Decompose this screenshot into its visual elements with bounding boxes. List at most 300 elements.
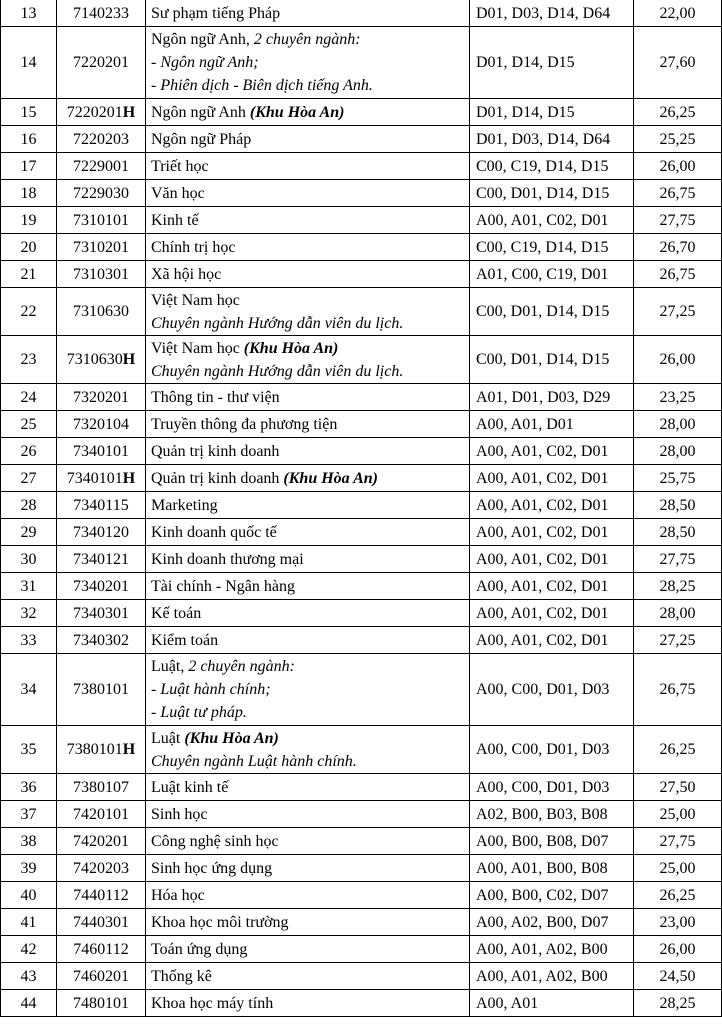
major-name-line: [151, 101, 464, 124]
major-code-cell: [57, 774, 146, 801]
major-name-line: [151, 155, 464, 178]
row-number-cell: 28: [1, 492, 57, 519]
table-row: [1, 207, 722, 234]
major-name: Luật,: [151, 658, 189, 675]
major-code-cell: [57, 261, 146, 288]
major-name-line: [151, 938, 464, 961]
major-name-line: [151, 263, 464, 286]
major-name-line: [151, 602, 464, 625]
major-name-line: [151, 965, 464, 988]
major-code: 7220201: [73, 54, 129, 71]
cutoff-score-cell: 27,25: [634, 627, 722, 654]
major-code-cell: [57, 0, 146, 27]
table-row: [1, 261, 722, 288]
major-name: Kinh doanh quốc tế: [151, 523, 277, 541]
major-code: 7320201: [73, 388, 129, 406]
subject-combinations-cell: C00, C19, D14, D15: [470, 234, 634, 261]
major-code: 7380101: [73, 681, 129, 698]
major-code-cell: [57, 99, 146, 126]
major-name-cell: [146, 126, 470, 153]
table-row: [1, 855, 722, 882]
subject-combinations-cell: C00, C19, D14, D15: [470, 153, 634, 180]
table-row: [1, 774, 722, 801]
cutoff-score-cell: 27,25: [634, 288, 722, 336]
major-name: Kinh tế: [151, 211, 199, 229]
major-name: Văn học: [151, 184, 205, 202]
table-row: [1, 492, 722, 519]
major-name: Khoa học máy tính: [151, 994, 274, 1012]
subject-combinations-cell: D01, D03, D14, D64: [470, 0, 634, 27]
major-name: Sư phạm tiếng Pháp: [151, 4, 281, 22]
table-row: [1, 384, 722, 411]
cutoff-score-cell: 28,50: [634, 492, 722, 519]
major-name-line: [151, 28, 464, 51]
major-name-line: [151, 776, 464, 799]
cutoff-score-cell: 28,00: [634, 600, 722, 627]
major-code: 7229030: [73, 184, 129, 202]
major-name-line: [151, 548, 464, 571]
subject-combinations-cell: A00, C00, D01, D03: [470, 726, 634, 774]
table-row: [1, 99, 722, 126]
major-name-cell: [146, 726, 470, 774]
row-number-cell: 23: [1, 336, 57, 384]
major-code: 7320104: [73, 415, 129, 433]
cutoff-score-cell: 25,25: [634, 126, 722, 153]
major-code-cell: [57, 882, 146, 909]
major-name-cell: [146, 882, 470, 909]
table-row: [1, 336, 722, 384]
subject-combinations-cell: A00, A01, C02, D01: [470, 573, 634, 600]
major-code-cell: [57, 336, 146, 384]
cutoff-score-cell: 26,70: [634, 234, 722, 261]
table-row: [1, 438, 722, 465]
major-name-cell: [146, 465, 470, 492]
major-code-cell: [57, 726, 146, 774]
row-number-cell: 29: [1, 519, 57, 546]
subject-combinations-cell: A00, A01, C02, D01: [470, 546, 634, 573]
cutoff-score-cell: 26,75: [634, 654, 722, 726]
major-code-cell: [57, 153, 146, 180]
row-number-cell: 41: [1, 909, 57, 936]
row-number-cell: 21: [1, 261, 57, 288]
table-row: [1, 27, 722, 99]
major-name-line: [151, 494, 464, 517]
major-name-cell: [146, 963, 470, 990]
major-name-cell: [146, 411, 470, 438]
table-row: [1, 153, 722, 180]
specialization-count: 2 chuyên ngành:: [188, 658, 295, 675]
row-number-cell: 25: [1, 411, 57, 438]
subject-combinations-cell: A02, B00, B03, B08: [470, 801, 634, 828]
major-code: 7310201: [73, 238, 129, 256]
subject-combinations-cell: A00, C00, D01, D03: [470, 654, 634, 726]
row-number-cell: 35: [1, 726, 57, 774]
major-name: Chính trị học: [151, 238, 236, 256]
major-code: 7340301: [73, 604, 129, 622]
row-number-cell: 44: [1, 990, 57, 1017]
subject-combinations-cell: A00, C00, D01, D03: [470, 774, 634, 801]
cutoff-score-cell: 26,75: [634, 180, 722, 207]
cutoff-score-cell: 28,25: [634, 573, 722, 600]
major-code: 7310630: [73, 303, 129, 320]
specialization-line: - Luật hành chính;: [151, 681, 271, 698]
major-name-line: [151, 2, 464, 25]
row-number-cell: 16: [1, 126, 57, 153]
major-code-cell: [57, 207, 146, 234]
major-name: Marketing: [151, 496, 218, 514]
major-code: 7310630: [66, 351, 123, 368]
major-code: 7340101: [73, 442, 129, 460]
major-name: Quản trị kinh doanh: [151, 469, 284, 487]
major-name-line: [151, 209, 464, 232]
cutoff-score-cell: 27,60: [634, 27, 722, 99]
subject-combinations-cell: A00, A01, A02, B00: [470, 963, 634, 990]
row-number-cell: 39: [1, 855, 57, 882]
major-code-cell: [57, 411, 146, 438]
major-name-cell: [146, 0, 470, 27]
subject-combinations-cell: A00, A01, D01: [470, 411, 634, 438]
subject-combinations-cell: A00, A01, C02, D01: [470, 465, 634, 492]
row-number-cell: 15: [1, 99, 57, 126]
major-code: 7340120: [73, 523, 129, 541]
table-row: [1, 126, 722, 153]
subject-combinations-cell: D01, D14, D15: [470, 27, 634, 99]
table-row: [1, 990, 722, 1017]
cutoff-score-cell: 26,25: [634, 726, 722, 774]
major-name-line: [151, 575, 464, 598]
major-name-cell: [146, 936, 470, 963]
major-name-cell: [146, 288, 470, 336]
major-code-cell: [57, 438, 146, 465]
major-code: 7460201: [73, 967, 129, 985]
row-number-cell: 27: [1, 465, 57, 492]
row-number-cell: 18: [1, 180, 57, 207]
cutoff-score-cell: 27,75: [634, 828, 722, 855]
major-code: 7440301: [73, 913, 129, 931]
major-name: Truyền thông đa phương tiện: [151, 415, 338, 433]
major-name-line: [151, 655, 464, 678]
major-code-cell: [57, 654, 146, 726]
cutoff-score-cell: 28,25: [634, 990, 722, 1017]
major-code: 7340115: [73, 496, 129, 514]
major-name-cell: [146, 336, 470, 384]
campus-suffix: H: [122, 351, 136, 368]
table-row: [1, 573, 722, 600]
subject-combinations-cell: A00, A01, C02, D01: [470, 438, 634, 465]
major-name-cell: [146, 153, 470, 180]
major-name: Việt Nam học: [151, 339, 244, 357]
major-name-line: [151, 467, 464, 490]
campus-suffix: H: [122, 469, 136, 487]
specialization-line: - Ngôn ngữ Anh;: [151, 54, 259, 71]
specialization-line: - Phiên dịch - Biên dịch tiếng Anh.: [151, 77, 373, 94]
major-code: 7340302: [73, 631, 129, 649]
major-name-cell: [146, 27, 470, 99]
specialization-line: Chuyên ngành Hướng dẫn viên du lịch.: [151, 314, 404, 332]
major-code-cell: [57, 126, 146, 153]
major-name-cell: [146, 654, 470, 726]
major-code: 7380101: [66, 741, 123, 758]
cutoff-score-cell: 25,75: [634, 465, 722, 492]
major-code: 7340101: [66, 469, 123, 487]
campus-suffix: H: [122, 741, 136, 758]
major-name: Công nghệ sinh học: [151, 832, 279, 850]
cutoff-score-cell: 28,50: [634, 519, 722, 546]
major-code: 7220201: [66, 103, 123, 121]
specialization-count: 2 chuyên ngành:: [253, 31, 361, 48]
specialization-line: Chuyên ngành Luật hành chính.: [151, 752, 357, 770]
table-row: [1, 936, 722, 963]
major-code: 7340121: [73, 550, 129, 568]
major-name-cell: [146, 573, 470, 600]
table-row: [1, 411, 722, 438]
major-name: Sinh học ứng dụng: [151, 859, 273, 877]
major-name: Kế toán: [151, 604, 202, 622]
table-row: [1, 882, 722, 909]
major-name-line: [151, 803, 464, 826]
major-code-cell: [57, 546, 146, 573]
cutoff-score-cell: 24,50: [634, 963, 722, 990]
subject-combinations-cell: A00, A01, B00, B08: [470, 855, 634, 882]
major-name-cell: [146, 234, 470, 261]
cutoff-score-cell: 27,75: [634, 546, 722, 573]
row-number-cell: 17: [1, 153, 57, 180]
major-name-line: [151, 884, 464, 907]
row-number-cell: 30: [1, 546, 57, 573]
cutoff-score-cell: 27,75: [634, 207, 722, 234]
subject-combinations-cell: A00, A01, C02, D01: [470, 492, 634, 519]
major-code-cell: [57, 990, 146, 1017]
table-row: [1, 909, 722, 936]
major-code-cell: [57, 573, 146, 600]
row-number-cell: 32: [1, 600, 57, 627]
major-code: 7220203: [73, 130, 129, 148]
table-row: [1, 546, 722, 573]
major-name: Quản trị kinh doanh: [151, 442, 280, 460]
major-name-line: [151, 128, 464, 151]
subject-combinations-cell: C00, D01, D14, D15: [470, 180, 634, 207]
major-name: Kiểm toán: [151, 631, 219, 649]
row-number-cell: 43: [1, 963, 57, 990]
row-number-cell: 19: [1, 207, 57, 234]
table-row: [1, 180, 722, 207]
major-code: 7420101: [73, 805, 129, 823]
campus-label: (Khu Hòa An): [283, 469, 378, 487]
major-code: 7480101: [73, 994, 129, 1012]
row-number-cell: 40: [1, 882, 57, 909]
major-name-cell: [146, 909, 470, 936]
major-code-cell: [57, 519, 146, 546]
major-code: 7340201: [73, 577, 129, 595]
subject-combinations-cell: A00, A01, C02, D01: [470, 600, 634, 627]
row-number-cell: 33: [1, 627, 57, 654]
major-code-cell: [57, 855, 146, 882]
campus-label: (Khu Hòa An): [184, 729, 279, 747]
cutoff-score-cell: 25,00: [634, 801, 722, 828]
subject-combinations-cell: A01, C00, C19, D01: [470, 261, 634, 288]
major-name: Thông tin - thư viện: [151, 388, 280, 406]
major-code-cell: [57, 492, 146, 519]
major-name-cell: [146, 261, 470, 288]
major-code: 7140233: [73, 4, 129, 22]
table-row: [1, 627, 722, 654]
cutoff-score-cell: 23,00: [634, 909, 722, 936]
major-name-line: [151, 289, 464, 312]
subject-combinations-cell: C00, D01, D14, D15: [470, 288, 634, 336]
major-name-cell: [146, 546, 470, 573]
major-code: 7440112: [73, 886, 129, 904]
row-number-cell: 31: [1, 573, 57, 600]
major-name-cell: [146, 207, 470, 234]
major-name: Tài chính - Ngân hàng: [151, 577, 295, 595]
cutoff-score-cell: 26,00: [634, 936, 722, 963]
major-name: Khoa học môi trường: [151, 913, 289, 931]
row-number-cell: 36: [1, 774, 57, 801]
specialization-line: - Luật tư pháp.: [151, 704, 247, 721]
major-name-line: [151, 440, 464, 463]
table-body: [1, 0, 722, 1017]
major-name: Ngôn ngữ Anh: [151, 103, 250, 121]
cutoff-score-cell: 22,00: [634, 0, 722, 27]
major-name: Luật: [151, 729, 185, 747]
major-code: 7460112: [73, 940, 129, 958]
cutoff-score-cell: 27,50: [634, 774, 722, 801]
cutoff-score-cell: 25,00: [634, 855, 722, 882]
row-number-cell: 42: [1, 936, 57, 963]
major-code-cell: [57, 801, 146, 828]
major-name: Sinh học: [151, 805, 208, 823]
major-name-line: [151, 337, 464, 360]
row-number-cell: 37: [1, 801, 57, 828]
major-name-line: [151, 386, 464, 409]
major-code-cell: [57, 288, 146, 336]
major-name: Thống kê: [151, 967, 212, 985]
subject-combinations-cell: D01, D14, D15: [470, 99, 634, 126]
cutoff-score-cell: 28,00: [634, 438, 722, 465]
subject-combinations-cell: A00, A01, C02, D01: [470, 627, 634, 654]
major-name-cell: [146, 801, 470, 828]
major-code: 7229001: [73, 157, 129, 175]
major-name-cell: [146, 774, 470, 801]
major-name: Toán ứng dụng: [151, 940, 248, 958]
major-code: 7380107: [73, 778, 129, 796]
table-row: [1, 0, 722, 27]
subject-combinations-cell: A00, B00, B08, D07: [470, 828, 634, 855]
subject-combinations-cell: A01, D01, D03, D29: [470, 384, 634, 411]
campus-label: (Khu Hòa An): [243, 339, 339, 357]
major-code-cell: [57, 828, 146, 855]
campus-suffix: H: [122, 103, 136, 121]
cutoff-score-cell: 23,25: [634, 384, 722, 411]
major-name: Ngôn ngữ Anh,: [151, 31, 254, 48]
specialization-line: Chuyên ngành Hướng dẫn viên du lịch.: [151, 362, 404, 380]
major-name: Kinh doanh thương mại: [151, 550, 304, 568]
table-row: [1, 801, 722, 828]
table-row: [1, 519, 722, 546]
major-code-cell: [57, 384, 146, 411]
major-name-line: [151, 911, 464, 934]
cutoff-score-cell: 26,25: [634, 882, 722, 909]
major-name: Xã hội học: [151, 265, 222, 283]
subject-combinations-cell: D01, D03, D14, D64: [470, 126, 634, 153]
major-code-cell: [57, 27, 146, 99]
major-name-cell: [146, 855, 470, 882]
major-code-cell: [57, 234, 146, 261]
major-name: Ngôn ngữ Pháp: [151, 130, 252, 148]
cutoff-score-cell: 26,00: [634, 153, 722, 180]
major-name-cell: [146, 627, 470, 654]
major-name-line: [151, 521, 464, 544]
major-name-cell: [146, 438, 470, 465]
major-code-cell: [57, 627, 146, 654]
major-name-cell: [146, 99, 470, 126]
major-code: 7420203: [73, 859, 129, 877]
campus-label: (Khu Hòa An): [249, 103, 345, 121]
major-name-line: [151, 182, 464, 205]
subject-combinations-cell: A00, A01, C02, D01: [470, 519, 634, 546]
subject-combinations-cell: C00, D01, D14, D15: [470, 336, 634, 384]
row-number-cell: 13: [1, 0, 57, 27]
table-row: [1, 465, 722, 492]
major-name-cell: [146, 828, 470, 855]
row-number-cell: 34: [1, 654, 57, 726]
row-number-cell: 20: [1, 234, 57, 261]
major-name-cell: [146, 519, 470, 546]
row-number-cell: 26: [1, 438, 57, 465]
table-row: [1, 234, 722, 261]
major-name-cell: [146, 990, 470, 1017]
row-number-cell: 14: [1, 27, 57, 99]
major-code-cell: [57, 963, 146, 990]
subject-combinations-cell: A00, A01, C02, D01: [470, 207, 634, 234]
major-code-cell: [57, 936, 146, 963]
cutoff-score-cell: 26,00: [634, 336, 722, 384]
row-number-cell: 24: [1, 384, 57, 411]
major-code-cell: [57, 465, 146, 492]
major-name-line: [151, 830, 464, 853]
major-name: Luật kinh tế: [151, 778, 229, 796]
table-row: [1, 654, 722, 726]
cutoff-score-cell: 26,75: [634, 261, 722, 288]
cutoff-score-cell: 28,00: [634, 411, 722, 438]
major-name-cell: [146, 600, 470, 627]
table-row: [1, 288, 722, 336]
table-row: [1, 828, 722, 855]
major-code-cell: [57, 180, 146, 207]
major-name-cell: [146, 180, 470, 207]
major-code: 7420201: [73, 832, 129, 850]
table-row: [1, 600, 722, 627]
subject-combinations-cell: A00, A01, A02, B00: [470, 936, 634, 963]
row-number-cell: 22: [1, 288, 57, 336]
major-name-line: [151, 727, 464, 750]
major-name-line: [151, 413, 464, 436]
row-number-cell: 38: [1, 828, 57, 855]
major-code: 7310301: [73, 265, 129, 283]
major-name-line: [151, 629, 464, 652]
subject-combinations-cell: A00, A02, B00, D07: [470, 909, 634, 936]
major-name: Hóa học: [151, 886, 205, 904]
major-name-cell: [146, 492, 470, 519]
major-name-line: [151, 992, 464, 1015]
table-row: [1, 726, 722, 774]
major-name-line: [151, 857, 464, 880]
cutoff-score-cell: 26,25: [634, 99, 722, 126]
major-name-line: [151, 236, 464, 259]
major-code: 7310101: [73, 211, 129, 229]
subject-combinations-cell: A00, B00, C02, D07: [470, 882, 634, 909]
major-name: Triết học: [151, 157, 209, 175]
